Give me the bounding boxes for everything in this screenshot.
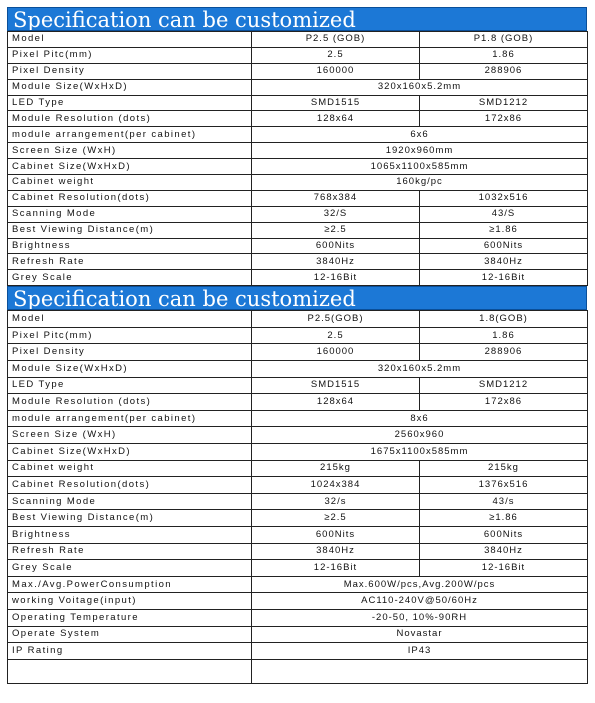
spec-value-left: 12-16Bit bbox=[252, 270, 420, 286]
spec-value-left: 215kg bbox=[252, 460, 420, 477]
spec-value-shared: 320x160x5.2mm bbox=[252, 361, 588, 378]
spec-row bbox=[8, 510, 588, 527]
spec-row bbox=[8, 377, 588, 394]
spec-value-shared: 160kg/pc bbox=[252, 175, 588, 191]
spec-row bbox=[8, 254, 588, 270]
spec-value-right: 288906 bbox=[420, 63, 588, 79]
section-1-banner: Specification can be customized bbox=[7, 7, 587, 31]
spec-value-shared: 320x160x5.2mm bbox=[252, 79, 588, 95]
spec-label: Model bbox=[8, 311, 252, 328]
spec-label: Grey Scale bbox=[8, 270, 252, 286]
spec-label: module arrangement(per cabinet) bbox=[8, 410, 252, 427]
spec-row bbox=[8, 327, 588, 344]
spec-row bbox=[8, 344, 588, 361]
spec-value-right: 1376x516 bbox=[420, 477, 588, 494]
spec-value-shared: 2560x960 bbox=[252, 427, 588, 444]
spec-value-right: ≥1.86 bbox=[420, 222, 588, 238]
spec-row bbox=[8, 444, 588, 461]
spec-value-right: SMD1212 bbox=[420, 95, 588, 111]
spec-value-shared bbox=[252, 659, 588, 683]
spec-row bbox=[8, 526, 588, 543]
spec-value-shared: -20-50, 10%-90RH bbox=[252, 609, 588, 626]
spec-value-right: P1.8 (GOB) bbox=[420, 32, 588, 48]
spec-label: Cabinet Size(WxHxD) bbox=[8, 159, 252, 175]
spec-label: working Voitage(input) bbox=[8, 593, 252, 610]
spec-row bbox=[8, 560, 588, 577]
spec-row bbox=[8, 643, 588, 660]
spec-value-right: 1.86 bbox=[420, 47, 588, 63]
spec-row bbox=[8, 175, 588, 191]
spec-row bbox=[8, 394, 588, 411]
spec-label: Cabinet weight bbox=[8, 175, 252, 191]
spec-value-shared: 1675x1100x585mm bbox=[252, 444, 588, 461]
spec-value-shared: 1920x960mm bbox=[252, 143, 588, 159]
spec-sheet bbox=[7, 7, 587, 684]
spec-label: Screen Size (WxH) bbox=[8, 143, 252, 159]
spec-value-left: 600Nits bbox=[252, 526, 420, 543]
spec-row bbox=[8, 460, 588, 477]
spec-value-right: 43/S bbox=[420, 206, 588, 222]
spec-label: Cabinet Resolution(dots) bbox=[8, 477, 252, 494]
spec-row bbox=[8, 576, 588, 593]
spec-row bbox=[8, 79, 588, 95]
spec-row bbox=[8, 493, 588, 510]
spec-row bbox=[8, 609, 588, 626]
spec-value-left: ≥2.5 bbox=[252, 222, 420, 238]
spec-label: IP Rating bbox=[8, 643, 252, 660]
spec-row bbox=[8, 543, 588, 560]
section-1-spec-table bbox=[7, 31, 588, 286]
spec-label: Screen Size (WxH) bbox=[8, 427, 252, 444]
spec-row bbox=[8, 190, 588, 206]
spec-value-left: 2.5 bbox=[252, 47, 420, 63]
section-2-banner: Specification can be customized bbox=[7, 286, 587, 310]
spec-row bbox=[8, 427, 588, 444]
spec-label: module arrangement(per cabinet) bbox=[8, 127, 252, 143]
spec-value-left: SMD1515 bbox=[252, 95, 420, 111]
spec-value-shared: 1065x1100x585mm bbox=[252, 159, 588, 175]
spec-label: Operate System bbox=[8, 626, 252, 643]
spec-label: Cabinet Resolution(dots) bbox=[8, 190, 252, 206]
spec-row bbox=[8, 47, 588, 63]
spec-label: Best Viewing Distance(m) bbox=[8, 222, 252, 238]
spec-value-right: 12-16Bit bbox=[420, 560, 588, 577]
spec-value-shared: 6x6 bbox=[252, 127, 588, 143]
spec-value-right: 600Nits bbox=[420, 526, 588, 543]
spec-value-left: 768x384 bbox=[252, 190, 420, 206]
spec-row bbox=[8, 63, 588, 79]
spec-value-shared: IP43 bbox=[252, 643, 588, 660]
spec-value-shared: AC110-240V@50/60Hz bbox=[252, 593, 588, 610]
spec-value-right: 215kg bbox=[420, 460, 588, 477]
spec-value-left: 32/S bbox=[252, 206, 420, 222]
spec-value-left: 128x64 bbox=[252, 394, 420, 411]
spec-row bbox=[8, 143, 588, 159]
spec-value-left: 160000 bbox=[252, 344, 420, 361]
spec-label: Module Size(WxHxD) bbox=[8, 79, 252, 95]
spec-value-left: 2.5 bbox=[252, 327, 420, 344]
spec-row bbox=[8, 238, 588, 254]
spec-value-right: 172x86 bbox=[420, 111, 588, 127]
spec-row bbox=[8, 206, 588, 222]
spec-value-left: 12-16Bit bbox=[252, 560, 420, 577]
spec-label: Grey Scale bbox=[8, 560, 252, 577]
section-2-spec-table bbox=[7, 310, 588, 683]
spec-label: Scanning Mode bbox=[8, 493, 252, 510]
spec-row bbox=[8, 410, 588, 427]
spec-label: Max./Avg.PowerConsumption bbox=[8, 576, 252, 593]
spec-value-right: 1.86 bbox=[420, 327, 588, 344]
spec-label: Model bbox=[8, 32, 252, 48]
spec-label: Pixel Pitc(mm) bbox=[8, 47, 252, 63]
spec-row bbox=[8, 222, 588, 238]
spec-row bbox=[8, 311, 588, 328]
spec-value-shared: Max.600W/pcs,Avg.200W/pcs bbox=[252, 576, 588, 593]
spec-label: LED Type bbox=[8, 95, 252, 111]
spec-row bbox=[8, 32, 588, 48]
spec-row bbox=[8, 477, 588, 494]
spec-value-left: 128x64 bbox=[252, 111, 420, 127]
spec-label: Cabinet weight bbox=[8, 460, 252, 477]
spec-value-left: ≥2.5 bbox=[252, 510, 420, 527]
spec-label: Brightness bbox=[8, 526, 252, 543]
spec-value-left: 600Nits bbox=[252, 238, 420, 254]
spec-value-left: 32/s bbox=[252, 493, 420, 510]
spec-value-left: 3840Hz bbox=[252, 254, 420, 270]
spec-value-right: 1.8(GOB) bbox=[420, 311, 588, 328]
spec-value-right: SMD1212 bbox=[420, 377, 588, 394]
spec-row bbox=[8, 159, 588, 175]
spec-value-right: 12-16Bit bbox=[420, 270, 588, 286]
spec-row bbox=[8, 111, 588, 127]
spec-row bbox=[8, 361, 588, 378]
spec-value-right: 3840Hz bbox=[420, 543, 588, 560]
spec-value-right: 600Nits bbox=[420, 238, 588, 254]
spec-row bbox=[8, 593, 588, 610]
spec-label: Best Viewing Distance(m) bbox=[8, 510, 252, 527]
spec-label: Pixel Density bbox=[8, 344, 252, 361]
spec-label: Module Resolution (dots) bbox=[8, 394, 252, 411]
spec-label: Pixel Pitc(mm) bbox=[8, 327, 252, 344]
spec-row bbox=[8, 270, 588, 286]
spec-value-right: 288906 bbox=[420, 344, 588, 361]
spec-label: Brightness bbox=[8, 238, 252, 254]
spec-value-right: 1032x516 bbox=[420, 190, 588, 206]
spec-label: Refresh Rate bbox=[8, 543, 252, 560]
spec-value-shared: 8x6 bbox=[252, 410, 588, 427]
spec-value-shared: Novastar bbox=[252, 626, 588, 643]
spec-label: Scanning Mode bbox=[8, 206, 252, 222]
spec-label: Pixel Density bbox=[8, 63, 252, 79]
spec-label: Refresh Rate bbox=[8, 254, 252, 270]
spec-label: Operating Temperature bbox=[8, 609, 252, 626]
spec-label: Module Resolution (dots) bbox=[8, 111, 252, 127]
spec-value-left: 160000 bbox=[252, 63, 420, 79]
spec-row bbox=[8, 95, 588, 111]
spec-value-left: P2.5(GOB) bbox=[252, 311, 420, 328]
spec-value-right: ≥1.86 bbox=[420, 510, 588, 527]
spec-value-left: 1024x384 bbox=[252, 477, 420, 494]
spec-row bbox=[8, 659, 588, 683]
spec-label: Module Size(WxHxD) bbox=[8, 361, 252, 378]
spec-value-right: 172x86 bbox=[420, 394, 588, 411]
spec-label bbox=[8, 659, 252, 683]
spec-label: Cabinet Size(WxHxD) bbox=[8, 444, 252, 461]
spec-value-right: 43/s bbox=[420, 493, 588, 510]
spec-value-left: P2.5 (GOB) bbox=[252, 32, 420, 48]
spec-value-left: 3840Hz bbox=[252, 543, 420, 560]
spec-label: LED Type bbox=[8, 377, 252, 394]
spec-value-right: 3840Hz bbox=[420, 254, 588, 270]
spec-row bbox=[8, 127, 588, 143]
spec-row bbox=[8, 626, 588, 643]
spec-value-left: SMD1515 bbox=[252, 377, 420, 394]
